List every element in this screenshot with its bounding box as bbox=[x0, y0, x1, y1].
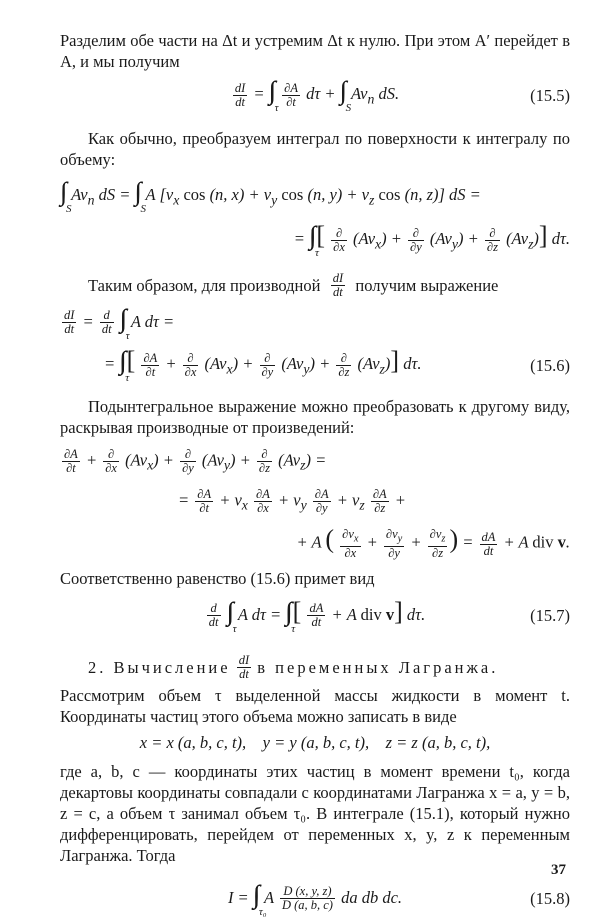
equation-surface-integral: ∫∫ S $Av_n$ dS = ∫∫ S A [$v_x$ cos (n, $x) + v_y$ cos (n, $y) + v_z$ cos (n, z)] dS = bbox=[60, 177, 481, 216]
equation-lagrange-coords: x = x (a, b, c, t), y = y (a, b, c, t), z = z (a, b, c, t), bbox=[139, 732, 491, 752]
page-body bbox=[60, 30, 570, 924]
paragraph-intro: Разделим обе части на Δt и устремим Δt к нулю. При этом A′ перейдет в A, и мы получим bbox=[60, 31, 570, 71]
equation-expand-line3: + A ( $\frac{\partial v_x}{\partial x}$ + $\frac{\partial v_y}{\partial y}$ + $\frac{\partial v_z}{\partial z}$ ) = $\frac{dA}{dt}$ + A div v. bbox=[296, 524, 570, 560]
paragraph-integrand: Подынтегральное выражение можно преобразовать к другому виду, раскрывая производные от произведений: bbox=[60, 397, 570, 437]
equation-15-6: = ∫∫∫ τ [ $\frac{\partial A}{\partial t}$ + $\frac{\partial}{\partial x}$ $(Av_x)$ + $\frac{\partial}{\partial y}$ $(Av_y)$ + $\frac{\partial}{\partial z}$ $(Av_z)$] dτ. (15.6) bbox=[104, 346, 570, 385]
equation-number: (15.5) bbox=[530, 85, 570, 105]
page-number: 37 bbox=[551, 862, 566, 878]
equation-number: (15.6) bbox=[530, 355, 570, 375]
equation-derivative-line1: $\frac{dI}{dt}$ = $\frac{d}{dt}$ ∫∫∫ τ A dτ = bbox=[64, 303, 175, 342]
paragraph-derivative: Таким образом, для производной $\frac{dI}{dt}$ получим выражение bbox=[88, 270, 499, 299]
paragraph-surface-to-volume: Как обычно, преобразуем интеграл по поверхности к интегралу по объему: bbox=[60, 129, 570, 169]
paragraph-accordingly: Соответственно равенство (15.6) примет вид bbox=[60, 569, 375, 588]
paragraph-lagrange-definition: где a, b, c — координаты этих частиц в момент времени t₀, когда декартовы координаты совпадали с координатами Лагранжа x = a, y = b, z = c, а объем τ занимал объем τ₀. В интеграле (15.1), который нужно дифференцировать, перейдем от переменных x, y, z к переменным Лагранжа. Тогда bbox=[60, 762, 570, 865]
section-heading-lagrange: 2. Вычисление $\frac{dI}{dt}$ в переменных Лагранжа. bbox=[88, 652, 499, 681]
equation-number: (15.7) bbox=[530, 605, 570, 625]
equation-15-7: $\frac{d}{dt}$ ∫∫∫ τ A dτ = ∫∫∫ τ [ $\frac{dA}{dt}$ + A div v] dτ. (15.7) bbox=[208, 596, 570, 635]
equation-expand-line2: = $\frac{\partial A}{\partial t}$ + $v_x$ $\frac{\partial A}{\partial x}$ + $v_y$ $\frac{\partial A}{\partial y}$ + $v_z$ $\frac{\partial A}{\partial z}$ + bbox=[178, 487, 406, 516]
equation-15-8: I = ∫∫∫ τ₀ A $\frac{D (x, y, z)}{D (a, b, c)}$ da db dc. (15.8) bbox=[227, 879, 570, 918]
equation-expand-line1: $\frac{\partial A}{\partial t}$ + $\frac{\partial}{\partial x}$ $(Av_x)$ + $\frac{\partial}{\partial y}$ $(Av_y)$ + $\frac{\partial}{\partial z}$ $(Av_z)$ = bbox=[64, 447, 327, 476]
equation-15-5: $\frac{dI}{dt}$ = ∫∫∫ τ $\frac{\partial A}{\partial t}$ dτ + ∫∫ S $Av_n$ dS. (15.5) bbox=[234, 76, 570, 115]
equation-volume-integral: = ∫∫∫ τ [ $\frac{\partial}{\partial x}$ $(Av_x)$ + $\frac{\partial}{\partial y}$ $(Av_y)$ + $\frac{\partial}{\partial z}$ $(Av_z)$] dτ. bbox=[293, 221, 570, 260]
equation-number: (15.8) bbox=[530, 888, 570, 908]
paragraph-consider-volume: Рассмотрим объем τ выделенной массы жидкости в момент t. Координаты частиц этого объема можно записать в виде bbox=[60, 686, 570, 726]
